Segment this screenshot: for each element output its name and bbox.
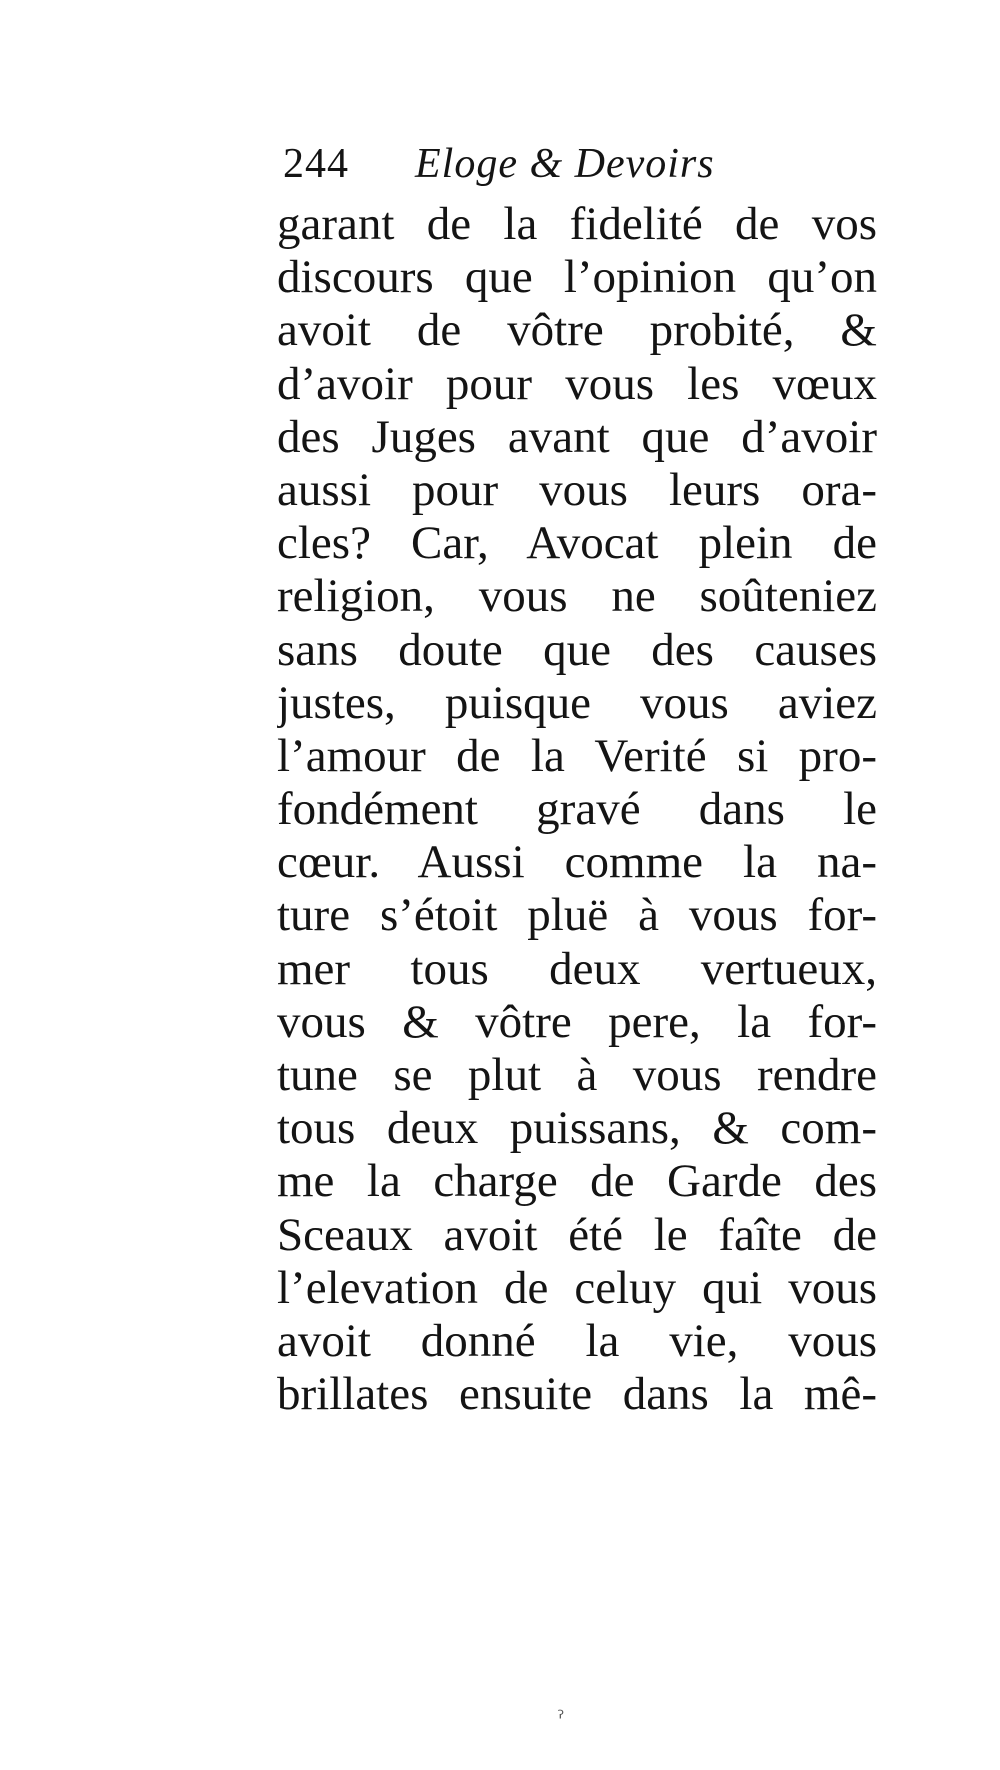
text-line: discours que l’opinion qu’on xyxy=(277,251,877,304)
text-line: justes, puisque vous aviez xyxy=(277,676,877,729)
text-line: d’avoir pour vous les vœux xyxy=(277,357,877,410)
text-line: religion, vous ne soûteniez xyxy=(277,570,877,623)
text-line: brillates ensuite dans la mê- xyxy=(277,1368,877,1421)
text-line: cœur. Aussi comme la na- xyxy=(277,836,877,889)
text-line: tous deux puissans, & com- xyxy=(277,1102,877,1155)
body-text xyxy=(277,198,877,1421)
text-line: avoit donné la vie, vous xyxy=(277,1314,877,1367)
footer-mark: ˀ xyxy=(557,1706,565,1730)
text-line: aussi pour vous leurs ora- xyxy=(277,463,877,516)
page-number: 244 xyxy=(283,141,349,187)
text-line: des Juges avant que d’avoir xyxy=(277,410,877,463)
text-line: l’amour de la Verité si pro- xyxy=(277,729,877,782)
text-line: me la charge de Garde des xyxy=(277,1155,877,1208)
text-line: avoit de vôtre probité, & xyxy=(277,304,877,357)
text-line: cles? Car, Avocat plein de xyxy=(277,517,877,570)
text-line: ture s’étoit pluë à vous for- xyxy=(277,889,877,942)
text-line: sans doute que des causes xyxy=(277,623,877,676)
text-line: tune se plut à vous rendre xyxy=(277,1049,877,1101)
text-line: fondément gravé dans le xyxy=(277,783,877,836)
text-line: l’elevation de celuy qui vous xyxy=(277,1261,877,1314)
text-line: garant de la fidelité de vos xyxy=(277,198,877,250)
text-line: mer tous deux vertueux, xyxy=(277,942,877,995)
text-line: Sceaux avoit été le faîte de xyxy=(277,1208,877,1261)
running-title: Eloge & Devoirs xyxy=(415,141,715,187)
running-head xyxy=(283,140,883,200)
text-line: vous & vôtre pere, la for- xyxy=(277,995,877,1048)
